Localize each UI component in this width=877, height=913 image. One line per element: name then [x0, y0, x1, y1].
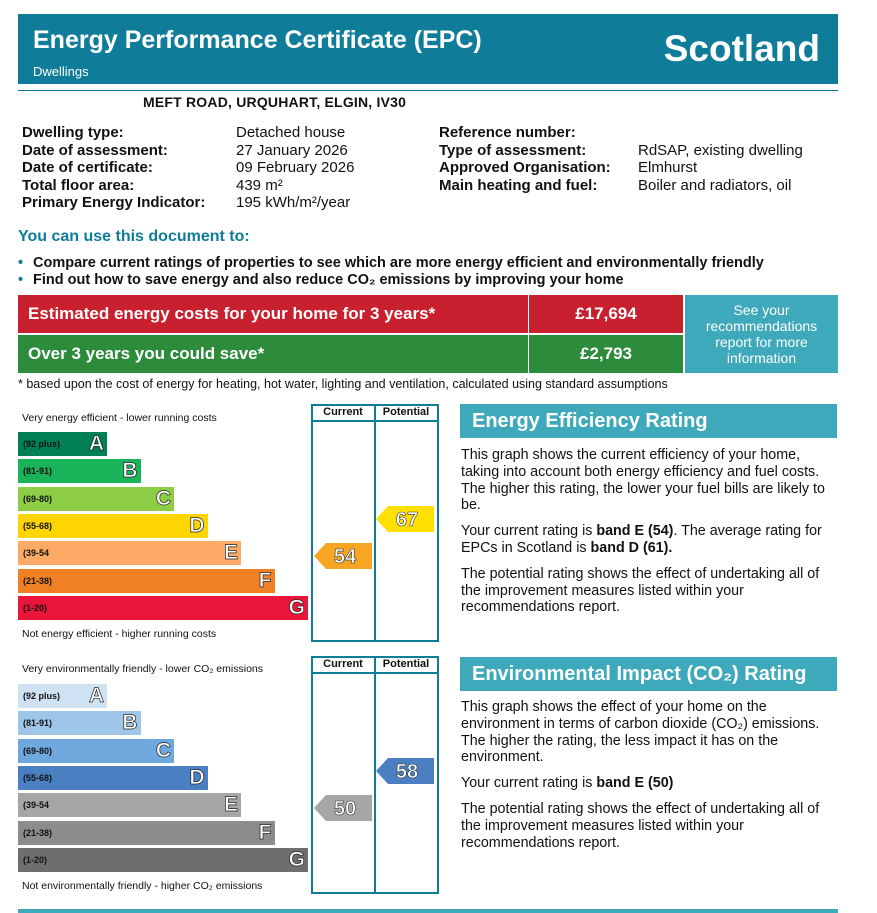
property-address: MEFT ROAD, URQUHART, ELGIN, IV30	[143, 94, 407, 110]
average-band-text: band D (61).	[590, 539, 673, 556]
estimated-cost-label: Estimated energy costs for your home for 3 years*	[28, 304, 436, 323]
band-letter: A	[88, 684, 104, 707]
see-recommendations-link[interactable]	[685, 295, 838, 373]
band-letter: E	[223, 541, 238, 565]
potential-column-header: Potential	[382, 658, 430, 670]
band-f	[18, 821, 275, 845]
band-range: (39-54	[23, 548, 50, 559]
current-rating-arrow	[314, 795, 374, 821]
savings-value-cell	[529, 335, 683, 373]
savings-label-cell	[18, 335, 528, 373]
chart-top-label: Very environmentally friendly - lower CO₂ emissions	[22, 663, 263, 675]
env-panel-text	[461, 699, 833, 860]
current-rating-arrow-value: 54	[333, 546, 357, 569]
uses-item-text: Compare current ratings of properties to see which are more energy efficient and environmentally friendly	[33, 255, 764, 271]
band-letter: D	[189, 765, 205, 789]
details-right-values	[638, 124, 803, 194]
detail-label: Dwelling type:	[22, 124, 124, 141]
page-title: Energy Performance Certificate (EPC)	[33, 26, 482, 54]
potential-rating-arrow	[376, 758, 436, 784]
energy-panel-paragraph	[461, 523, 833, 557]
band-letter: A	[88, 432, 104, 455]
band-b	[18, 459, 141, 483]
estimated-cost-label-cell	[18, 295, 528, 333]
uses-item: • Find out how to save energy and also reduce CO₂ emissions by improving your home	[18, 272, 624, 288]
detail-value: 27 January 2026	[236, 141, 348, 159]
chart-bottom-label: Not environmentally friendly - higher CO₂ emissions	[22, 880, 263, 892]
env-panel-paragraph: The potential rating shows the effect of undertaking all of the improvement measures listed within your recommendations report.	[461, 800, 820, 851]
detail-value: RdSAP, existing dwelling	[638, 141, 803, 159]
detail-value: 439 m²	[236, 176, 283, 194]
details-left-labels	[22, 124, 205, 212]
page-subtitle: Dwellings	[33, 64, 89, 79]
current-rating-arrow-value: 50	[333, 798, 357, 821]
band-letter: F	[258, 820, 272, 844]
band-range: (92 plus)	[23, 691, 61, 701]
savings-value: £2,793	[580, 344, 632, 363]
detail-value: Detached house	[236, 124, 346, 141]
band-range: (69-80)	[23, 745, 53, 756]
detail-value	[638, 124, 803, 142]
current-column-header: Current	[323, 658, 363, 670]
details-right-labels	[439, 124, 611, 194]
detail-value: Elmhurst	[638, 159, 698, 177]
energy-panel-text	[461, 447, 833, 625]
env-panel-paragraph	[461, 775, 833, 792]
band-b	[18, 711, 141, 735]
band-letter: E	[223, 793, 238, 817]
band-letter: C	[155, 738, 171, 762]
detail-label: Main heating and fuel:	[439, 176, 598, 194]
band-letter: B	[122, 711, 138, 735]
band-f	[18, 569, 275, 593]
chart-bottom-label: Not energy efficient - higher running costs	[22, 628, 217, 640]
detail-label: Reference number:	[439, 124, 576, 141]
band-range: (1-20)	[23, 602, 48, 613]
band-letter: G	[288, 847, 305, 871]
country-label: Scotland	[663, 28, 820, 69]
band-letter: D	[189, 513, 205, 537]
text-span: Your current rating is	[461, 775, 597, 792]
band-range: (39-54	[23, 800, 50, 811]
detail-label: Type of assessment:	[439, 141, 587, 159]
band-letter: F	[258, 568, 272, 592]
text-span: Your current rating is	[461, 523, 597, 540]
see-recommendations-text: See your recommendations report for more information	[705, 302, 818, 366]
potential-rating-arrow-value: 58	[395, 760, 419, 783]
band-range: (81-91)	[23, 466, 53, 477]
band-c	[18, 487, 174, 511]
cost-footnote: * based upon the cost of energy for heating, hot water, lighting and ventilation, calculated using standard assumptions	[18, 377, 668, 391]
band-e	[18, 793, 241, 817]
band-range: (55-68)	[23, 772, 53, 783]
band-letter: G	[288, 595, 305, 619]
text-span: . The average rating for EPCs in Scotland is	[461, 523, 822, 556]
energy-panel-paragraph: This graph shows the current efficiency of your home, taking into account both energy efficiency and fuel costs. The higher this rating, the lower your fuel bills are likely to be.	[461, 447, 825, 514]
current-column-header: Current	[323, 406, 363, 418]
detail-value: 195 kWh/m²/year	[236, 194, 351, 212]
band-d	[18, 514, 208, 538]
details-left-values	[236, 124, 354, 212]
potential-rating-arrow-value: 67	[395, 508, 419, 531]
band-g	[18, 596, 308, 620]
env-panel-title: Environmental Impact (CO₂) Rating	[460, 657, 837, 691]
detail-value: 09 February 2026	[236, 159, 355, 177]
chart-top-label: Very energy efficient - lower running costs	[22, 412, 217, 424]
current-band-text: band E (50)	[596, 775, 674, 792]
band-c	[18, 739, 174, 763]
env-panel-paragraph: This graph shows the effect of your home on the environment in terms of carbon dioxide (CO₂) emissions. The higher the rating, the less impact it has on the environment.	[461, 699, 820, 766]
band-range: (55-68)	[23, 520, 53, 531]
band-a	[18, 432, 107, 456]
band-d	[18, 766, 208, 790]
band-range: (21-38)	[23, 827, 53, 838]
footer-divider	[18, 909, 838, 913]
band-range: (1-20)	[23, 854, 48, 865]
epc-header	[18, 14, 838, 84]
header-divider	[18, 90, 838, 91]
energy-panel-title: Energy Efficiency Rating	[460, 404, 837, 438]
detail-label: Approved Organisation:	[439, 159, 611, 177]
band-range: (21-38)	[23, 575, 53, 586]
band-a	[18, 684, 107, 708]
current-band-text: band E (54)	[596, 523, 674, 540]
detail-label: Primary Energy Indicator:	[22, 194, 206, 212]
current-rating-arrow	[314, 543, 374, 569]
potential-column-header: Potential	[382, 406, 430, 418]
detail-label: Total floor area:	[22, 176, 135, 194]
band-range: (92 plus)	[23, 439, 61, 449]
potential-rating-arrow	[376, 506, 436, 532]
band-letter: B	[122, 459, 138, 483]
estimated-cost-value-cell	[529, 295, 683, 333]
detail-label: Date of certificate:	[22, 159, 153, 177]
band-letter: C	[155, 486, 171, 510]
savings-label: Over 3 years you could save*	[28, 344, 265, 363]
detail-value: Boiler and radiators, oil	[638, 176, 792, 194]
current-column	[311, 656, 376, 894]
uses-heading: You can use this document to:	[18, 228, 250, 245]
uses-item-text: Find out how to save energy and also reduce CO₂ emissions by improving your home	[33, 272, 624, 288]
estimated-cost-value: £17,694	[575, 304, 637, 323]
current-column	[311, 404, 376, 642]
column-header-divider	[311, 672, 439, 674]
column-header-divider	[311, 420, 439, 422]
band-range: (81-91)	[23, 718, 53, 729]
energy-panel-paragraph: The potential rating shows the effect of undertaking all of the improvement measures listed within your recommendations report.	[461, 565, 820, 616]
band-g	[18, 848, 308, 872]
band-range: (69-80)	[23, 493, 53, 504]
uses-item: • Compare current ratings of properties to see which are more energy efficient and environmentally friendly	[18, 255, 764, 271]
detail-label: Date of assessment:	[22, 141, 168, 159]
band-e	[18, 541, 241, 565]
